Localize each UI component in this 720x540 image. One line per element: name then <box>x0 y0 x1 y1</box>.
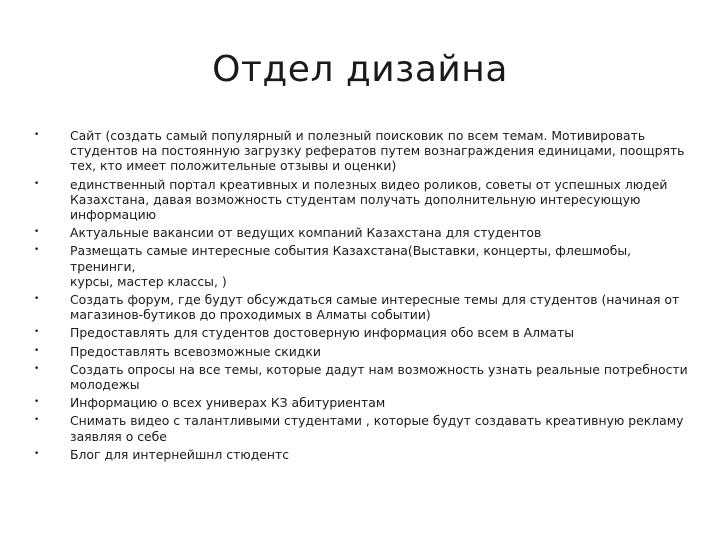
bullet-icon: • <box>34 345 40 356</box>
list-item-text: Сайт (создать самый популярный и полезный поисковик по всем темам. Мотивировать студентов на постоянную загрузку рефератов путем вознаграждения единицами, поощрять тех, кто имеет положительные отзывы и оценки) <box>70 128 685 174</box>
list-item <box>34 243 694 289</box>
list-item-text: Информацию о всех универах КЗ абитуриентам <box>70 395 386 411</box>
bullet-icon: • <box>34 415 40 426</box>
bullet-icon: • <box>34 245 40 256</box>
list-item-text: Создать опросы на все темы, которые дадут нам возможность узнать реальные потребности молодежы <box>70 361 688 393</box>
bullet-icon: • <box>34 227 40 238</box>
list-item-text: Блог для интернейшнл стюдентс <box>70 446 290 462</box>
bullet-icon: • <box>34 327 40 338</box>
list-item <box>34 325 694 340</box>
bullet-icon: • <box>34 448 40 459</box>
list-item <box>34 225 694 240</box>
list-item <box>34 413 694 443</box>
list-item-text: Размещать самые интересные события Казахстана(Выставки, концерты, флешмобы, тренинги, курсы, мастер классы, ) <box>70 243 632 289</box>
bullet-list <box>34 128 694 462</box>
slide-title: Отдел дизайна <box>212 49 508 90</box>
bullet-icon: • <box>34 130 40 140</box>
list-item-text: единственный портал креативных и полезных видео роликов, советы от успешных людей Казахстана, давая возможность студентам получать дополнительную интересующую информацию <box>70 176 668 223</box>
bullet-icon: • <box>34 178 40 189</box>
list-item <box>34 362 694 392</box>
list-item <box>34 292 694 322</box>
list-item-text: Предоставлять всевозможные скидки <box>70 343 321 359</box>
list-item <box>34 395 694 410</box>
list-item-text: Снимать видео с талантливыми студентами , которые будут создавать креативную рекламу заявляя о себе <box>70 413 684 444</box>
list-item-text: Создать форум, где будут обсуждаться самые интересные темы для студентов (начиная от магазинов-бутиков до проходимых в Алматы событии) <box>70 292 680 323</box>
list-item <box>34 447 694 462</box>
list-item <box>34 344 694 359</box>
list-item <box>34 128 694 174</box>
bullet-icon: • <box>34 294 40 305</box>
bullet-icon: • <box>34 363 40 374</box>
list-item-text: Предоставлять для студентов достоверную информация обо всем в Алматы <box>70 325 574 341</box>
list-item <box>34 177 694 223</box>
list-item-text: Актуальные вакансии от ведущих компаний Казахстана для студентов <box>70 225 542 241</box>
bullet-icon: • <box>34 397 40 408</box>
